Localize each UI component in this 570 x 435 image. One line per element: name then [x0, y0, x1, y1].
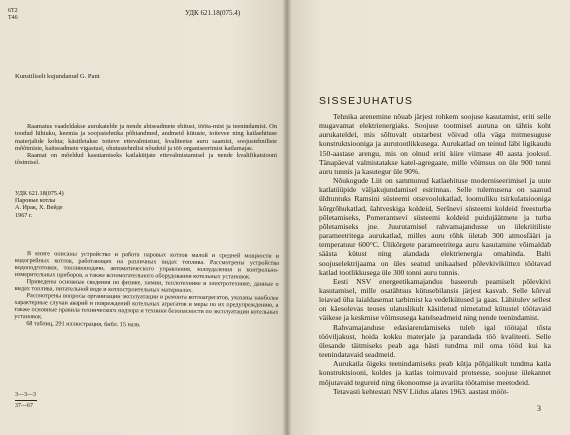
- book-gutter: [283, 0, 291, 435]
- page-number: 3: [537, 404, 541, 413]
- print-code: 37—67: [15, 403, 33, 409]
- summary-paragraph: Raamatus vaadeldakse aurukateldе ja nende abiseadmete ehitust, tööta-mist ja teenindamist. On toodud lühiuku, keemia ja soojustehnika põhiandmed, andmeid kütuste, toitevee ning katlaehituse materjalide kohta; käsitletakse toiteve ettevalmistust, kvaliteetse auru saamist, soojustehniliste mõõtmiste, kaitseadmete vigastusi, ohutustehnilisi nõudeid ja töö organiseerimist katlamajas.: [15, 123, 277, 152]
- summary-paragraph: Raamat on mõeldud kasutamiseks katlakütjate ettevalmistamisel ja nende kvalifikatsiooni tõstmisel.: [15, 152, 277, 167]
- print-code: 3—3—3: [15, 392, 36, 398]
- body-paragraph: Aurukatla õigeks teenindamiseks peab kütja põhjalikult tundma katla konstruktsiooni, koldes ja katlas toimuvaid protsesse, soojuse ülekannet mõjutavaid tegureid ning ökonoomse ja avariita töötamise meetodeid.: [319, 359, 551, 387]
- original-year: 1967 г.: [15, 211, 33, 219]
- classification-code: Т46: [8, 15, 18, 21]
- russian-paragraph: Приведены основные сведения по физике, химии, теплотехнике и электротехнике, данные о видах топлива, питательной воде и котлостроительных материалах.: [14, 278, 279, 295]
- original-udc: УДК 621.18(075.4): [15, 190, 64, 197]
- body-paragraph: Eesti NSV energeetikamajandus baseerub peamiselt põlevkivi kasutamisel, mille osatähtsus kütusebilansis järjest kasvab. Selle kõrval leiavad üha laialdasemat tarbimist ka vedelkütused ja gaas. Lähitulev sellest on käesolevas teoses ulatuslikult käsitletud nimetatud kütustel töötavaid väikese ja keskmise võimsusega katelseadmeid ning nende teenindamist.: [319, 276, 551, 323]
- body-paragraph: Tetavasti kehtestati NSV Liidus alates 1963. aastast mööt-: [333, 386, 509, 396]
- body-paragraph: Rahvamajanduse edasiarendamiseks tuleb igal töötajal tõsta töövilјakust, hoida kokku materjale ja parandada töö kvaliteeti. Selle ülesande täitmiseks peab aga hästi tundma mil oma tööd kui ka teenindatavaid seadmeid.: [319, 322, 551, 360]
- body-paragraph: Tehnika arenemine nõuab järjest rohkem soojuse kasutamist, eriti selle mugavamat elektrienergiaks. Soojuse tootmisel auruna on tähtis koht aurukatеldel, mis sõltuvalt otstarbest võivad olla väga mitmesuguse konstruktsiooniga ja aurutootlikkusega. Aurukatlad on teinud läbi ligikaudu 150-aastase arengu, mis on olnud eriti kiire viimase 40 aasta jooksul. Tänapäeval valmistatakse katel-agregaate, mille võimsus on üle 900 tonni auru tunnis ja kasutegur üle 90%.: [319, 112, 551, 176]
- original-title: Паровые котлы: [15, 197, 56, 205]
- fraction-rule: [15, 400, 37, 401]
- classification-codes: [8, 8, 18, 22]
- russian-paragraph: В книге описаны устройство и работа паровых котлов малой и средней мощности и водогрейных котлов, работающих на различных видах топлива. Рассмотрены устройства водоподготовки, топливоподачи, автоматического управления, золоудаления и контрольно-измерительных приборов, а также вспомогательного оборудования котельных установок.: [14, 250, 279, 281]
- chapter-heading: SISSEJUHATUS: [319, 95, 414, 107]
- original-authors: А. Ирак, Х. Вейде: [15, 204, 63, 212]
- introduction-text: [319, 112, 551, 396]
- body-paragraph: Nõukogude Liit on sammunud katlaehituse moderniseerimisel ja uute katlatüüpide väljakujundamisel esirinnas. Selle tulemusena on saanud üldtuntuks Ramsini süsteemi otsevoolukatlad, loomuliku tsirkulatsiooniga kõrgrõhukatlad, šahtveskiga koldeid, Seršnevi süsteemi koldeid freesturba põletamiseks, Pomerantsevi süsteemi koldeid puidujäätmete ja turba põletamiseks jne. Juurutamisel rahvamajandusse on ülekriitiliste parameetritega aurukatlad, milles auru rõhk ületab 300 atmosfääri ja temperatuur 600°C. Ülikõrgete parameetritega auru kasutamine võimaldab säästa kütust ning alandada elektrienergia omahinda. Balti soojuselektrijaama on üles seatud unikaalsed põlevkivikütteл töötavad katlad tootlikkusega üle 300 tonni auru tunnis.: [319, 176, 551, 277]
- classification-code: 6T2: [8, 8, 18, 14]
- russian-paragraph: 68 таблиц, 291 иллюстрация, библ. 15 назв.: [26, 320, 141, 329]
- russian-paragraph: Рассмотрены вопросы организации эксплуатации и ремонта котлоагрегатов, указаны наиболее характерные случаи аварий и повреждений котельных агрегатов и меры по их предупреждению, а также основные правила технического надзора и техники безопасности по эксплуатации котельных установок.: [14, 292, 279, 321]
- udc-code-top: УДК 621.18(075.4): [185, 9, 241, 17]
- original-title-block: [15, 190, 135, 219]
- estonian-summary: [15, 123, 277, 167]
- print-codes: [15, 391, 37, 410]
- designer-credit: Kunstiliselt kujundanud G. Pant: [15, 73, 100, 80]
- russian-summary: [14, 250, 279, 330]
